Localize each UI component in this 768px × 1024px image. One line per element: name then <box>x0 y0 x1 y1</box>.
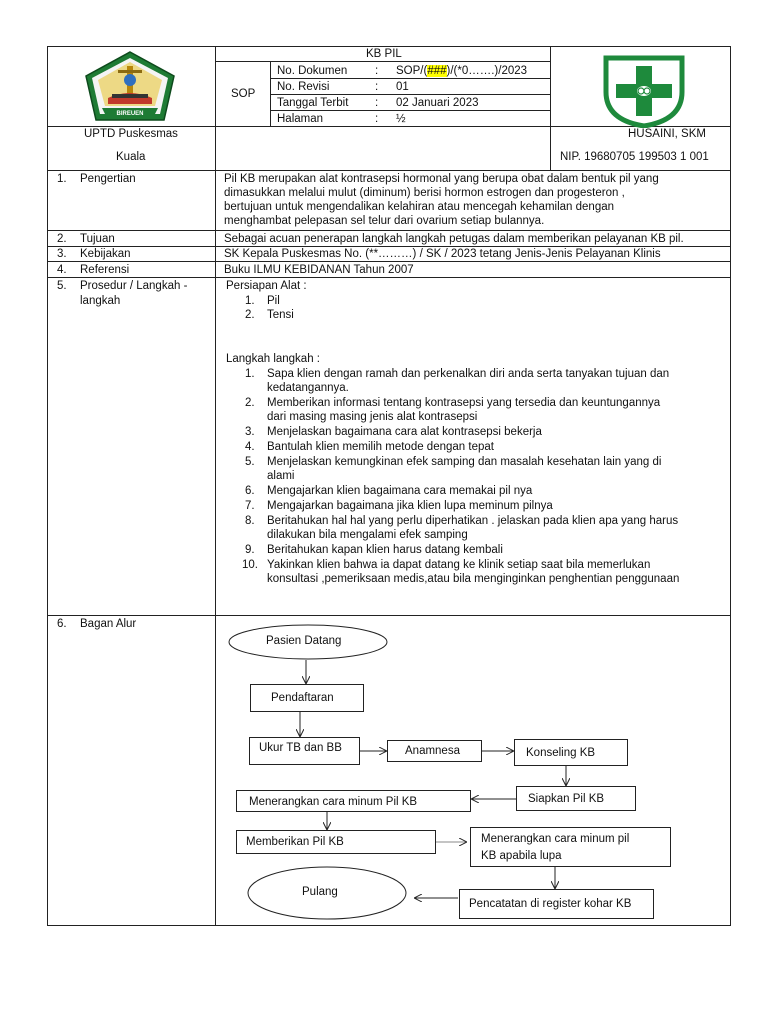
step-number: 8. <box>245 515 255 527</box>
step-text: Beritahukan kapan klien harus datang kembali <box>267 544 503 556</box>
list-item: Tensi <box>267 309 294 321</box>
section-label-referensi: Referensi <box>80 264 130 276</box>
field-sep: : <box>375 81 379 93</box>
step-number: 2. <box>245 397 255 409</box>
step-text: Memberikan informasi tentang kontrasepsi yang tersedia dan keuntungannya <box>267 397 661 409</box>
step-number: 6. <box>245 485 255 497</box>
section-label-pengertian: Pengertian <box>80 173 136 185</box>
doc-number-prefix: SOP/( <box>396 65 428 77</box>
node-konseling <box>514 739 628 766</box>
step-text: Mengajarkan bagaimana jika klien lupa meminum pilnya <box>267 500 553 512</box>
step-number: 3. <box>245 426 255 438</box>
section-number: 3. <box>57 248 67 260</box>
node-label: Ukur TB dan BB <box>259 742 342 754</box>
sop-label: SOP <box>231 88 256 100</box>
node-label: Konseling KB <box>526 747 596 759</box>
section-label-prosedur-cont: langkah <box>80 295 121 307</box>
step-text: Sapa klien dengan ramah dan perkenalkan diri anda serta tanyakan tujuan dan <box>267 368 670 380</box>
step-text-cont: konsultasi ,pemeriksaan medis,atau bila menginginkan penghentian penggunaan <box>267 573 680 585</box>
step-text: Yakinkan klien bahwa ia dapat datang ke klinik setiap saat bila memerlukan <box>267 559 651 571</box>
doc-number-suffix: )/(*0…….)/2023 <box>446 65 528 77</box>
node-memberikan <box>236 830 436 854</box>
section-label-tujuan: Tujuan <box>80 233 115 245</box>
step-text: Mengajarkan klien bagaimana cara memakai pil nya <box>267 485 533 497</box>
step-text-cont: dilakukan bila mengalami efek samping <box>267 529 468 541</box>
pengertian-line: menghambat pelepasan sel telur dari ovarium setiap bulannya. <box>224 215 545 227</box>
node-pasien-datang <box>228 624 388 660</box>
step-text-cont: alami <box>267 470 295 482</box>
node-label: Siapkan Pil KB <box>528 793 605 805</box>
node-pulang <box>247 866 407 920</box>
node-label: Menerangkan cara minum pil <box>481 833 630 845</box>
node-pendaftaran <box>250 684 364 712</box>
node-lupa <box>470 827 671 867</box>
node-label: Menerangkan cara minum Pil KB <box>249 796 418 808</box>
persiapan-title: Persiapan Alat : <box>226 280 307 292</box>
node-anamnesa <box>387 740 482 762</box>
field-value-no-revisi: 01 <box>396 81 409 93</box>
section-number: 4. <box>57 264 67 276</box>
step-number: 1. <box>245 368 255 380</box>
field-value-halaman: ½ <box>396 113 406 125</box>
doc-number-highlight: ### <box>427 65 447 77</box>
step-number: 4. <box>245 441 255 453</box>
pengertian-line: bertujuan untuk mengendalikan kelahiran atau mencegah kehamilan dengan <box>224 201 615 213</box>
tujuan-text: Sebagai acuan penerapan langkah langkah petugas dalam memberikan pelayanan KB pil. <box>224 233 684 245</box>
node-pencatatan <box>459 889 654 919</box>
doc-title: KB PIL <box>366 48 402 60</box>
pengertian-line: Pil KB merupakan alat kontrasepsi hormonal yang berupa obat dalam bentuk pil yang <box>224 173 659 185</box>
node-label: Pasien Datang <box>266 635 342 647</box>
pengertian-line: dimasukkan melalui mulut (diminum) berisi hormon estrogen dan progesteron , <box>224 187 625 199</box>
node-label: Pulang <box>302 886 338 898</box>
field-sep: : <box>375 65 379 77</box>
node-label-cont: KB apabila lupa <box>481 850 562 862</box>
list-item-number: 1. <box>245 295 255 307</box>
node-label: Pendaftaran <box>271 692 334 704</box>
list-item-number: 2. <box>245 309 255 321</box>
step-text: Menjelaskan bagaimana cara alat kontrasepsi bekerja <box>267 426 542 438</box>
section-label-kebijakan: Kebijakan <box>80 248 131 260</box>
node-label: Anamnesa <box>405 745 460 757</box>
node-siapkan <box>516 786 636 811</box>
step-text: Beritahukan hal hal yang perlu diperhatikan . jelaskan pada klien apa yang harus <box>267 515 679 527</box>
node-menerangkan <box>236 790 471 812</box>
node-label: Memberikan Pil KB <box>246 836 344 848</box>
logo-text: BIREUEN <box>116 111 144 117</box>
field-label-no-dokumen: No. Dokumen <box>277 65 348 77</box>
org-location: Kuala <box>116 151 146 163</box>
section-number: 6. <box>57 618 67 630</box>
step-text: Menjelaskan kemungkinan efek samping dan masalah kesehatan lain yang di <box>267 456 662 468</box>
field-sep: : <box>375 113 379 125</box>
section-number: 2. <box>57 233 67 245</box>
field-sep: : <box>375 97 379 109</box>
section-label-prosedur: Prosedur / Langkah - <box>80 280 188 292</box>
step-text-cont: kedatangannya. <box>267 382 349 394</box>
kebijakan-text: SK Kepala Puskesmas No. (**………) / SK / 2023 tetang Jenis-Jenis Pelayanan Klinis <box>224 248 661 260</box>
node-ukur <box>249 737 360 765</box>
step-text: Bantulah klien memilih metode dengan tepat <box>267 441 494 453</box>
step-number: 9. <box>245 544 255 556</box>
field-label-halaman: Halaman <box>277 113 324 125</box>
section-number: 1. <box>57 173 67 185</box>
list-item: Pil <box>267 295 280 307</box>
step-number: 5. <box>245 456 255 468</box>
referensi-text: Buku ILMU KEBIDANAN Tahun 2007 <box>224 264 414 276</box>
langkah-title: Langkah langkah : <box>226 353 320 365</box>
step-number: 7. <box>245 500 255 512</box>
node-label: Pencatatan di register kohar KB <box>469 898 632 910</box>
section-number: 5. <box>57 280 67 292</box>
signer-name: HUSAINI, SKM <box>628 128 706 140</box>
step-text-cont: dari masing masing jenis alat kontrasepsi <box>267 411 478 423</box>
section-label-bagan: Bagan Alur <box>80 618 137 630</box>
field-value-tanggal-terbit: 02 Januari 2023 <box>396 97 479 109</box>
signer-nip: NIP. 19680705 199503 1 001 <box>560 151 709 163</box>
field-label-tanggal-terbit: Tanggal Terbit <box>277 97 349 109</box>
field-label-no-revisi: No. Revisi <box>277 81 330 93</box>
step-number: 10. <box>242 559 258 571</box>
org-name: UPTD Puskesmas <box>84 128 178 140</box>
